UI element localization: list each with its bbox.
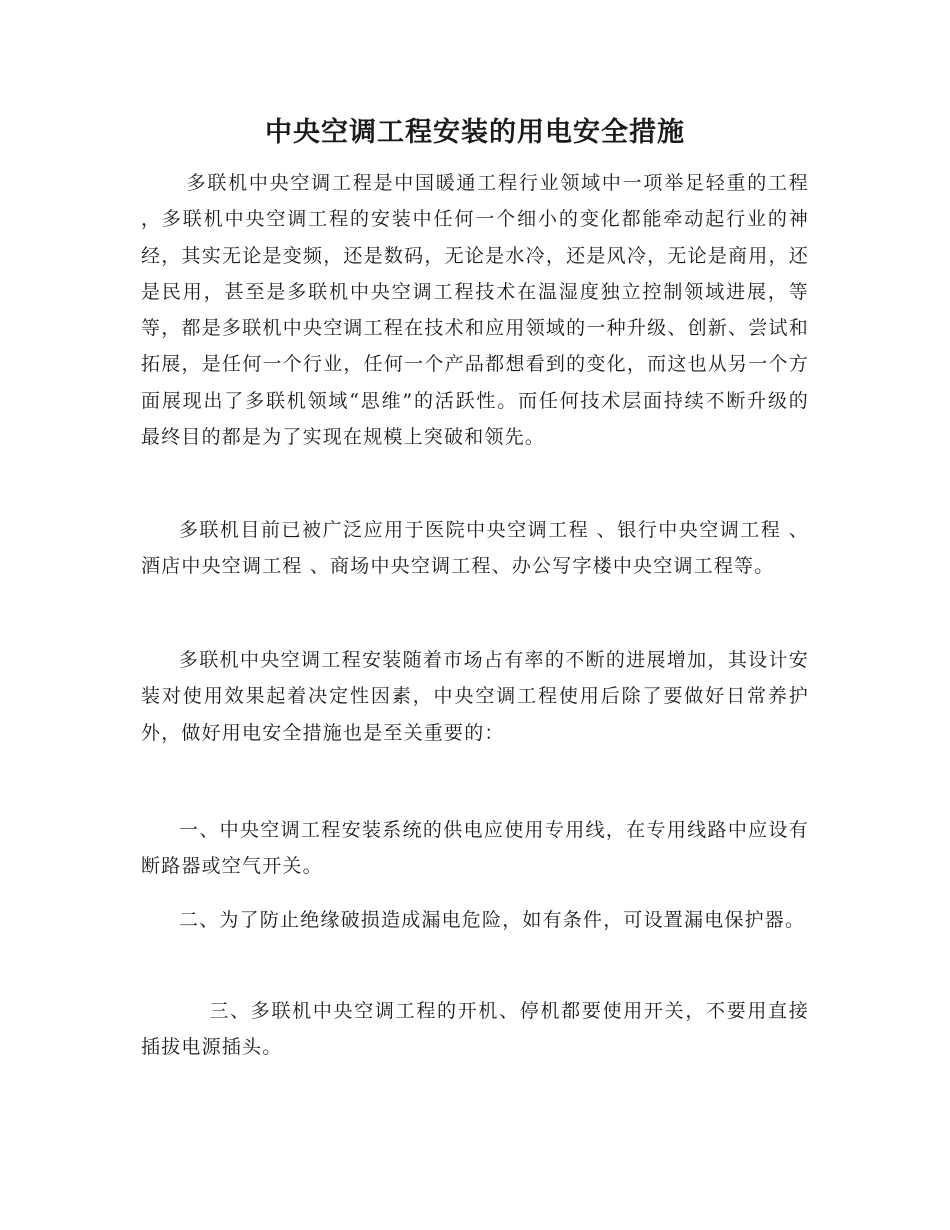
document-title: 中央空调工程安装的用电安全措施 [265, 117, 685, 148]
paragraph-measure-1: 一、中央空调工程安装系统的供电应使用专用线，在专用线路中应设有断路器或空气开关。 [141, 819, 809, 878]
paragraph-intro: 多联机中央空调工程是中国暖通工程行业领域中一项举足轻重的工程 ，多联机中央空调工程的安装中任何一个细小的变化都能牵动起行业的神经，其实无论是变频，还是数码，无论是水冷，还是风冷，无论是商用，还是民用，甚至是多联机中央空调工程技术在温湿度独立控制领域进展，等等，都是多联机中央空调工程在技术和应用领域的一种升级、创新、尝试和拓展，是任何一个行业，任何一个产品都想看到的变化，而这也从另一个方面展现出了多联机领域“思维”的活跃性。而任何技术层面持续不断升级的最终目的都是为了实现在规模上突破和领先。 [141, 172, 809, 449]
paragraph-applications: 多联机目前已被广泛应用于医院中央空调工程 、银行中央空调工程 、酒店中央空调工程 、商场中央空调工程、办公写字楼中央空调工程等。 [141, 519, 809, 578]
paragraph-measure-2: 二、为了防止绝缘破损造成漏电危险，如有条件，可设置漏电保护器。 [179, 909, 806, 931]
paragraph-measure-3: 三、多联机中央空调工程的开机、停机都要使用开关，不要用直接插拔电源插头。 [141, 1000, 809, 1059]
paragraph-importance: 多联机中央空调工程安装随着市场占有率的不断的进展增加，其设计安装对使用效果起着决定性因素，中央空调工程使用后除了要做好日常养护外，做好用电安全措施也是至关重要的： [141, 649, 809, 744]
